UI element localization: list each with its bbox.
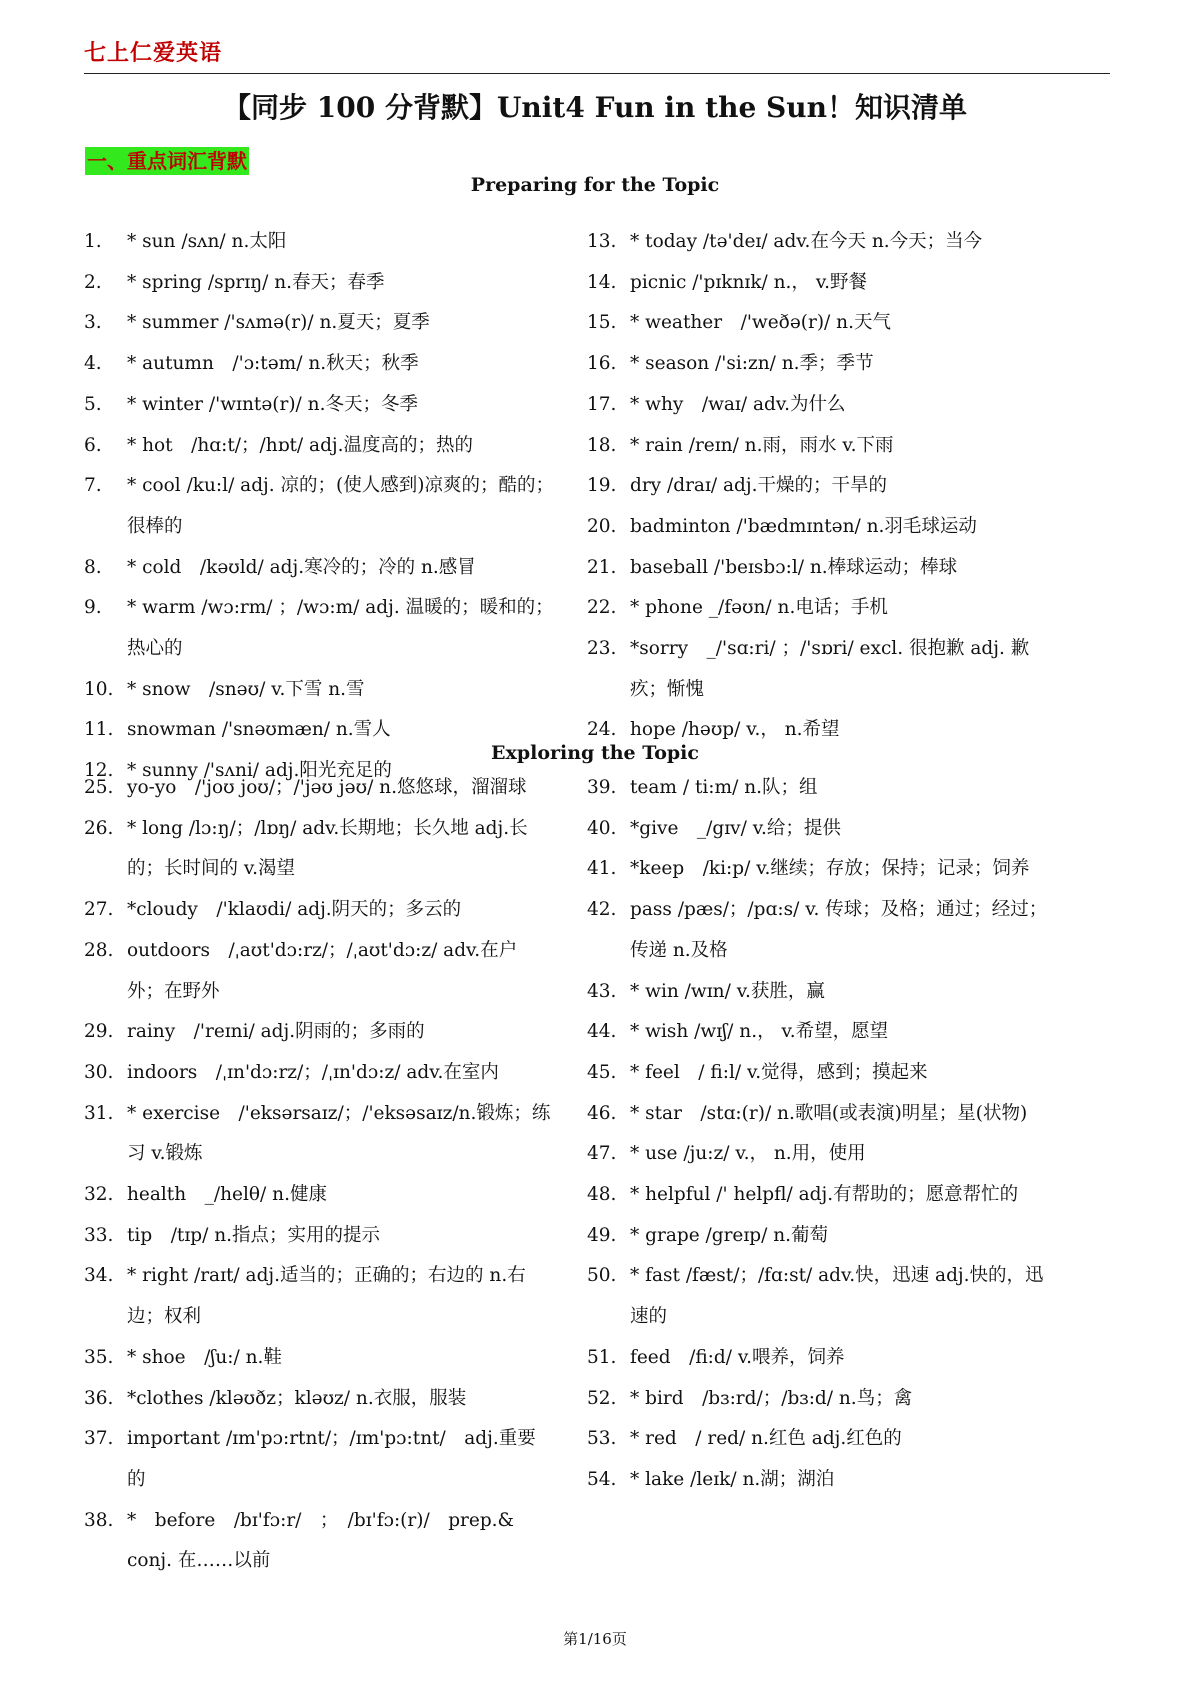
vocab-entry <box>84 426 554 467</box>
entry-text: * before /bɪ'fɔ:r/ ； /bɪ'fɔ:(r)/ prep.& conj. 在……以前 <box>127 1509 515 1572</box>
entry-number: 25. <box>84 777 114 798</box>
entry-text: * bird /bɜ:rd/；/bɜ:d/ n.鸟；禽 <box>630 1387 913 1409</box>
entry-text: * helpful /' helpfl/ adj.有帮助的；愿意帮忙的 <box>630 1184 1019 1206</box>
entry-number: 51. <box>587 1346 617 1368</box>
vocab-entry <box>587 809 1057 850</box>
vocab-entry <box>587 507 1057 548</box>
entry-number: 53. <box>587 1428 617 1450</box>
entry-number: 10. <box>84 678 114 700</box>
vocab-entry <box>587 1379 1057 1420</box>
header-title: 七上仁爱英语 <box>84 40 223 66</box>
entry-number: 19. <box>587 475 617 497</box>
entry-number: 47. <box>587 1143 617 1165</box>
entry-number: 5. <box>84 393 102 415</box>
entry-number: 46. <box>587 1102 617 1124</box>
entry-text: *clothes /kləʊðz；kləʊz/ n.衣服，服装 <box>127 1387 467 1409</box>
vocab-entry <box>84 1256 554 1337</box>
vocab-entry <box>84 548 554 589</box>
entry-text: indoors /ˌɪn'dɔ:rz/；/ˌɪn'dɔ:z/ adv.在室内 <box>127 1061 499 1083</box>
subheading-exploring: Exploring the Topic <box>491 742 699 764</box>
entry-number: 2. <box>84 271 102 293</box>
entry-number: 26. <box>84 817 114 839</box>
entry-text: * star /stɑ:(r)/ n.歌唱(或表演)明星；星(状物) <box>630 1102 1028 1124</box>
vocab-entry <box>84 768 554 809</box>
vocab-column-left <box>84 222 554 792</box>
vocab-entry <box>84 303 554 344</box>
entry-text: * spring /sprɪŋ/ n.春天；春季 <box>127 271 385 293</box>
vocab-entry <box>587 548 1057 589</box>
entry-text: * phone _/fəʊn/ n.电话；手机 <box>630 597 888 619</box>
entry-number: 52. <box>587 1387 617 1409</box>
vocab-entry <box>587 1419 1057 1460</box>
vocab-entry <box>84 344 554 385</box>
entry-number: 31. <box>84 1102 114 1124</box>
vocab-column-right <box>587 222 1057 751</box>
entry-number: 41. <box>587 858 617 880</box>
entry-number: 8. <box>84 556 102 578</box>
entry-text: * right /raɪt/ adj.适当的；正确的；右边的 n.右边；权利 <box>127 1265 526 1328</box>
entry-number: 12. <box>84 760 114 782</box>
entry-text: * autumn /'ɔ:təm/ n.秋天；秋季 <box>127 353 419 375</box>
vocab-entry <box>587 890 1057 971</box>
vocab-entry <box>84 1094 554 1175</box>
entry-text: * sun /sʌn/ n.太阳 <box>127 231 287 252</box>
vocab-column-right <box>587 768 1057 1501</box>
vocab-entry <box>84 809 554 890</box>
entry-text: picnic /'pɪknɪk/ n.， v.野餐 <box>630 271 867 293</box>
vocab-entry <box>587 263 1057 304</box>
vocab-entry <box>587 385 1057 426</box>
entry-number: 9. <box>84 597 102 619</box>
entry-number: 48. <box>587 1184 617 1206</box>
vocab-entry <box>587 1053 1057 1094</box>
entry-text: * feel / fi:l/ v.觉得，感到；摸起来 <box>630 1061 928 1083</box>
vocab-entry <box>587 588 1057 629</box>
vocab-entry <box>587 1216 1057 1257</box>
entry-text: feed /fi:d/ v.喂养，饲养 <box>630 1346 845 1368</box>
entry-number: 7. <box>84 475 102 497</box>
entry-text: tip /tɪp/ n.指点；实用的提示 <box>127 1224 381 1246</box>
entry-text: * summer /'sʌmə(r)/ n.夏天；夏季 <box>127 312 430 334</box>
vocab-entry <box>587 1094 1057 1135</box>
vocab-entry <box>587 1134 1057 1175</box>
entry-number: 39. <box>587 777 617 798</box>
document-title: 【同步 100 分背默】Unit4 Fun in the Sun！知识清单 <box>223 91 967 124</box>
entry-number: 33. <box>84 1224 114 1246</box>
entry-number: 29. <box>84 1021 114 1043</box>
vocab-entry <box>84 1012 554 1053</box>
vocab-entry <box>587 303 1057 344</box>
entry-text: * wish /wɪʃ/ n.， v.希望，愿望 <box>630 1021 889 1043</box>
entry-number: 27. <box>84 899 114 921</box>
entry-text: * rain /reɪn/ n.雨，雨水 v.下雨 <box>630 434 894 456</box>
vocab-entry <box>587 466 1057 507</box>
entry-number: 37. <box>84 1428 114 1450</box>
entry-text: * warm /wɔ:rm/ ；/wɔ:m/ adj. 温暖的；暖和的；热心的 <box>127 597 554 660</box>
entry-text: outdoors /ˌaʊt'dɔ:rz/；/ˌaʊt'dɔ:z/ adv.在户外；在野外 <box>127 939 518 1002</box>
entry-number: 28. <box>84 939 114 961</box>
entry-number: 42. <box>587 899 617 921</box>
entry-text: * weather /'weðə(r)/ n.天气 <box>630 312 891 334</box>
entry-number: 49. <box>587 1224 617 1246</box>
vocab-column-left <box>84 768 554 1582</box>
entry-text: * win /wɪn/ v.获胜，赢 <box>630 980 825 1002</box>
vocab-entry <box>587 426 1057 467</box>
entry-text: * exercise /'eksərsaɪz/；/'eksəsaɪz/n.锻炼；练习 v.锻炼 <box>127 1102 551 1165</box>
vocab-entry <box>587 222 1057 263</box>
vocab-entry <box>587 629 1057 710</box>
entry-number: 32. <box>84 1184 114 1206</box>
vocab-entry <box>84 1216 554 1257</box>
vocab-entry <box>587 768 1057 809</box>
entry-number: 17. <box>587 393 617 415</box>
vocab-entry <box>84 1379 554 1420</box>
entry-number: 50. <box>587 1265 617 1287</box>
entry-number: 36. <box>84 1387 114 1409</box>
entry-number: 4. <box>84 353 102 375</box>
entry-text: *give _/gɪv/ v.给；提供 <box>630 817 841 839</box>
entry-number: 34. <box>84 1265 114 1287</box>
vocab-entry <box>84 670 554 711</box>
entry-text: baseball /'beɪsbɔ:l/ n.棒球运动；棒球 <box>630 556 958 578</box>
entry-text: yo-yo /'joʊ joʊ/；/'jəʊ jəʊ/ n.悠悠球，溜溜球 <box>127 777 527 798</box>
entry-text: *keep /ki:p/ v.继续；存放；保持；记录；饲养 <box>630 858 1030 880</box>
entry-text: * fast /fæst/；/fɑ:st/ adv.快，迅速 adj.快的，迅速的 <box>630 1265 1044 1328</box>
vocab-entry <box>84 1338 554 1379</box>
vocab-entry <box>84 890 554 931</box>
entry-text: * sunny /'sʌni/ adj.阳光充足的 <box>127 760 392 782</box>
page-number: 第1/16页 <box>563 1630 627 1648</box>
vocab-entry <box>84 222 554 263</box>
entry-number: 20. <box>587 515 617 537</box>
vocab-entry <box>84 931 554 1012</box>
entry-text: * use /ju:z/ v.， n.用，使用 <box>630 1143 866 1165</box>
entry-text: * winter /'wɪntə(r)/ n.冬天；冬季 <box>127 393 418 415</box>
entry-text: health _/helθ/ n.健康 <box>127 1184 327 1206</box>
entry-number: 44. <box>587 1021 617 1043</box>
entry-number: 11. <box>84 719 114 741</box>
entry-number: 45. <box>587 1061 617 1083</box>
entry-text: *cloudy /'klaʊdi/ adj.阴天的；多云的 <box>127 899 462 921</box>
section-label: 一、重点词汇背默 <box>87 149 247 173</box>
vocab-entry <box>84 385 554 426</box>
entry-text: * why /waɪ/ adv.为什么 <box>630 393 846 415</box>
entry-text: *sorry _/'sɑ:ri/ ；/'sɒri/ excl. 很抱歉 adj. 歉疚；惭愧 <box>630 638 1030 700</box>
vocab-entry <box>84 263 554 304</box>
entry-text: * cool /ku:l/ adj. 凉的；(使人感到)凉爽的；酷的；很棒的 <box>127 475 554 537</box>
entry-number: 23. <box>587 638 617 660</box>
entry-number: 38. <box>84 1509 114 1531</box>
vocab-entry <box>587 1175 1057 1216</box>
entry-number: 1. <box>84 231 102 252</box>
subheading-preparing: Preparing for the Topic <box>470 174 720 196</box>
vocab-entry <box>587 972 1057 1013</box>
entry-text: badminton /'bædmɪntən/ n.羽毛球运动 <box>630 515 977 537</box>
entry-number: 6. <box>84 434 102 456</box>
entry-text: snowman /'snəʊmæn/ n.雪人 <box>127 719 391 741</box>
entry-number: 40. <box>587 817 617 839</box>
entry-text: * lake /leɪk/ n.湖；湖泊 <box>630 1468 835 1490</box>
entry-number: 14. <box>587 271 617 293</box>
vocab-entry <box>587 1460 1057 1501</box>
entry-text: * snow /snəʊ/ v.下雪 n.雪 <box>127 678 365 700</box>
vocab-entry <box>84 1419 554 1500</box>
entry-text: * cold /kəʊld/ adj.寒冷的；冷的 n.感冒 <box>127 556 476 578</box>
vocab-entry <box>84 1175 554 1216</box>
vocab-entry <box>587 344 1057 385</box>
entry-text: team / ti:m/ n.队；组 <box>630 777 818 798</box>
entry-text: * shoe /ʃu:/ n.鞋 <box>127 1346 282 1368</box>
entry-number: 18. <box>587 434 617 456</box>
entry-text: hope /həʊp/ v.， n.希望 <box>630 719 840 741</box>
vocab-entry <box>587 1256 1057 1337</box>
entry-number: 3. <box>84 312 102 334</box>
vocab-entry <box>587 1338 1057 1379</box>
vocab-entry <box>84 588 554 669</box>
entry-number: 13. <box>587 231 617 252</box>
entry-text: dry /draɪ/ adj.干燥的；干旱的 <box>630 475 887 497</box>
vocab-entry <box>84 1053 554 1094</box>
entry-number: 24. <box>587 719 617 741</box>
entry-text: important /ɪm'pɔ:rtnt/；/ɪm'pɔ:tnt/ adj.重要的 <box>127 1428 536 1490</box>
entry-number: 43. <box>587 980 617 1002</box>
entry-text: * hot /hɑ:t/；/hɒt/ adj.温度高的；热的 <box>127 434 474 456</box>
entry-number: 54. <box>587 1468 617 1490</box>
entry-number: 15. <box>587 312 617 334</box>
entry-text: * today /tə'deɪ/ adv.在今天 n.今天；当今 <box>630 231 983 252</box>
header-divider <box>84 73 1110 74</box>
entry-text: rainy /'reɪni/ adj.阴雨的；多雨的 <box>127 1021 425 1043</box>
entry-number: 30. <box>84 1061 114 1083</box>
entry-number: 16. <box>587 353 617 375</box>
entry-text: * red / red/ n.红色 adj.红色的 <box>630 1428 902 1450</box>
vocab-entry <box>84 1501 554 1582</box>
entry-text: pass /pæs/；/pɑ:s/ v. 传球；及格；通过；经过；传递 n.及格 <box>630 899 1048 961</box>
entry-text: * season /'si:zn/ n.季；季节 <box>630 353 874 375</box>
entry-number: 35. <box>84 1346 114 1368</box>
entry-text: * grape /greɪp/ n.葡萄 <box>630 1224 829 1246</box>
entry-number: 22. <box>587 597 617 619</box>
vocab-entry <box>84 466 554 547</box>
entry-text: * long /lɔ:ŋ/；/lɒŋ/ adv.长期地；长久地 adj.长的；长时间的 v.渴望 <box>127 817 528 880</box>
vocab-entry <box>587 849 1057 890</box>
entry-number: 21. <box>587 556 617 578</box>
vocab-entry <box>587 1012 1057 1053</box>
